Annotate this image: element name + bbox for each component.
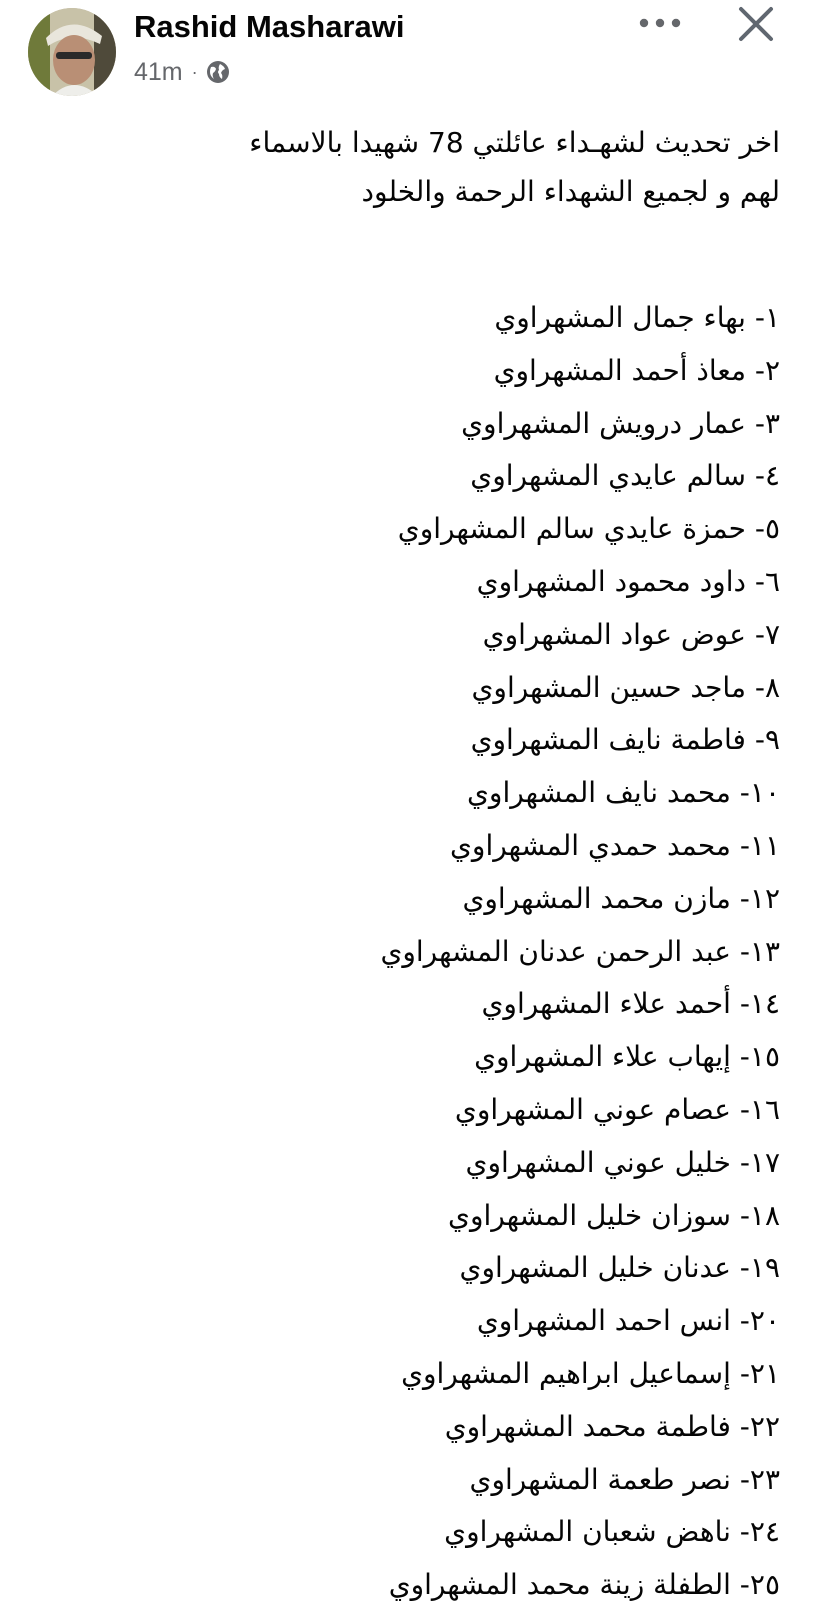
post-header	[0, 0, 817, 100]
list-item: ١٦- عصام عوني المشهراوي	[454, 1092, 780, 1126]
list-item: ١٩- عدنان خليل المشهراوي	[459, 1251, 780, 1285]
close-button[interactable]	[734, 2, 778, 46]
list-item: ١٠- محمد نايف المشهراوي	[467, 776, 780, 810]
list-item: ٢٢- فاطمة محمد المشهراوي	[444, 1409, 780, 1443]
list-item: ٢٥- الطفلة زينة محمد المشهراوي	[388, 1568, 780, 1602]
list-item: ١١- محمد حمدي المشهراوي	[450, 828, 780, 862]
list-item: ٧- عوض عواد المشهراوي	[482, 617, 780, 651]
list-item: ٢٣- نصر طعمة المشهراوي	[469, 1462, 780, 1496]
globe-icon[interactable]	[206, 60, 230, 84]
list-item: ١٨- سوزان خليل المشهراوي	[448, 1198, 780, 1232]
close-icon	[737, 5, 775, 43]
ellipsis-icon	[638, 17, 682, 29]
list-item: ١٣- عبد الرحمن عدنان المشهراوي	[380, 934, 780, 968]
intro-line: اخر تحديث لشهـداء عائلتي 78 شهيدا بالاسماء	[249, 126, 780, 159]
list-item: ٢٠- انس احمد المشهراوي	[476, 1304, 780, 1338]
paragraph-break	[20, 216, 780, 292]
avatar[interactable]	[28, 8, 116, 96]
author-name[interactable]: Rashid Masharawi	[134, 9, 405, 44]
profile-photo	[28, 8, 116, 96]
list-item: ٩- فاطمة نايف المشهراوي	[470, 723, 780, 757]
post-meta	[134, 56, 230, 88]
list-item: ١- بهاء جمال المشهراوي	[494, 301, 780, 334]
list-item: ٢- معاذ أحمد المشهراوي	[493, 353, 780, 387]
list-item: ٥- حمزة عايدي سالم المشهراوي	[397, 512, 780, 546]
list-item: ٢١- إسماعيل ابراهيم المشهراوي	[401, 1356, 780, 1390]
list-item: ١٢- مازن محمد المشهراوي	[462, 881, 780, 915]
list-item: ١٧- خليل عوني المشهراوي	[465, 1145, 780, 1179]
list-item: ١٤- أحمد علاء المشهراوي	[481, 987, 780, 1021]
list-item: ٦- داود محمود المشهراوي	[476, 564, 780, 598]
more-options-button[interactable]	[632, 6, 688, 40]
post-timestamp[interactable]: 41m	[134, 57, 183, 86]
intro-line: لهم و لجميع الشهداء الرحمة والخلود	[361, 175, 780, 208]
list-item: ٣- عمار درويش المشهراوي	[461, 406, 780, 440]
list-item: ٨- ماجد حسين المشهراوي	[471, 670, 780, 704]
list-item: ١٥- إيهاب علاء المشهراوي	[474, 1040, 780, 1074]
list-item: ٢٤- ناهض شعبان المشهراوي	[444, 1515, 780, 1549]
post-text	[20, 118, 780, 1612]
meta-separator: ·	[191, 61, 198, 82]
list-item: ٤- سالم عايدي المشهراوي	[470, 459, 780, 493]
